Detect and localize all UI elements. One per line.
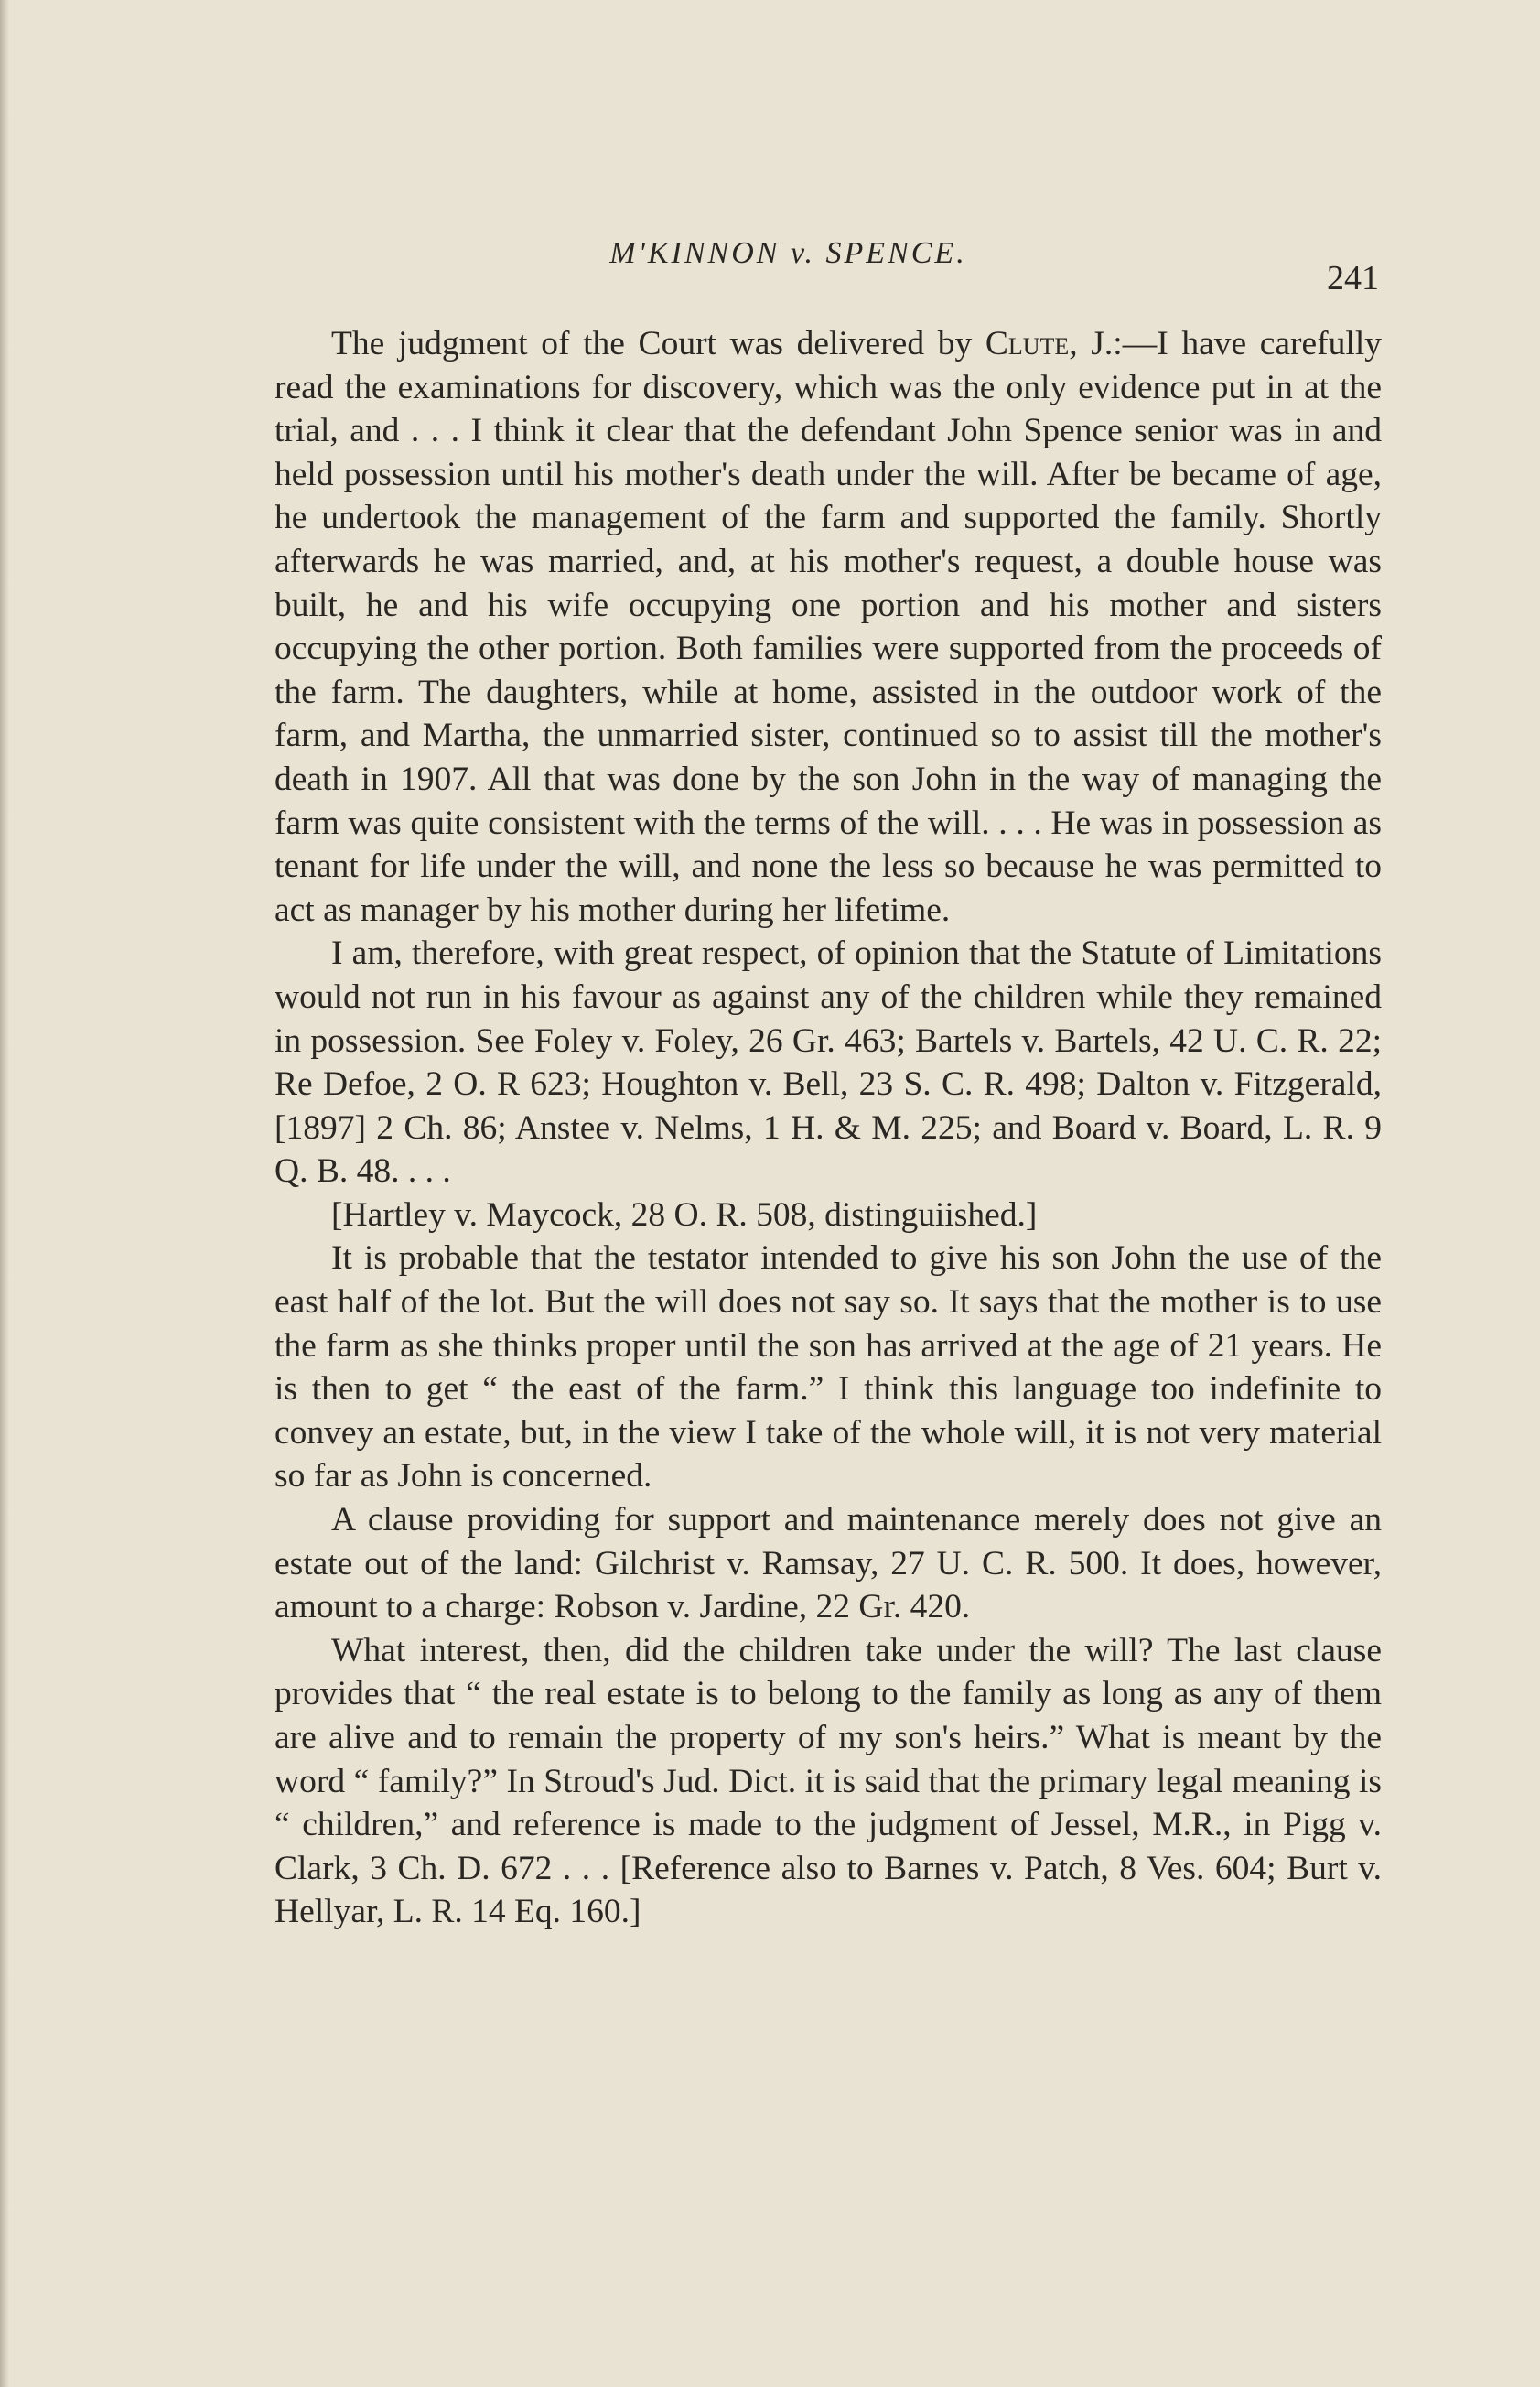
page-number: 241 bbox=[1327, 259, 1379, 297]
running-title: M'KINNON v. SPENCE. bbox=[609, 236, 967, 270]
page-edge-shadow bbox=[0, 0, 9, 2387]
paragraph-judgment-delivered bbox=[275, 322, 1382, 932]
paragraph-text: , J.:—I have carefully read the examinations for discovery, which was the only evidence put in at the trial, and . . . I think it clear that the defendant John Spence senior was in and held possession until his mother's death under the will. After be became of age, he undertook the management of the farm and supported the family. Shortly afterwards he was married, and, at his mother's request, a double house was built, he and his wife occupying one portion and his mother and sisters occupying the other portion. Both families were supported from the proceeds of the farm. The daughters, while at home, assisted in the outdoor work of the farm, and Martha, the unmarried sister, continued so to assist till the mother's death in 1907. All that was done by the son John in the way of managing the farm was quite consistent with the terms of the will. . . . He was in possession as tenant for life under the will, and none the less so because he was permitted to act as manager by his mother during her lifetime. bbox=[275, 325, 1382, 929]
paragraph-testator-intent: It is probable that the testator intended to give his son John the use of the east half of the lot. But the will does not say so. It says that the mother is to use the farm as she thinks proper until the son has arrived at the age of 21 years. He is then to get “ the east of the farm.” I think this language too indefinite to convey an estate, but, in the view I take of the whole will, it is not very material so far as John is concerned. bbox=[275, 1239, 1382, 1496]
judgment-text bbox=[275, 322, 1382, 1934]
paragraph-statute-of-limitations: I am, therefore, with great respect, of opinion that the Statute of Limitations would not run in his favour as against any of the children while they remained in possession. See Foley v. Foley, 26 Gr. 463; Bartels v. Bartels, 42 U. C. R. 22; Re Defoe, 2 O. R 623; Houghton v. Bell, 23 S. C. R. 498; Dalton v. Fitzgerald, [1897] 2 Ch. 86; Anstee v. Nelms, 1 H. & M. 225; and Board v. Board, L. R. 9 Q. B. 48. . . . bbox=[275, 934, 1382, 1191]
paragraph-distinguished-case: [Hartley v. Maycock, 28 O. R. 508, distinguiished.] bbox=[331, 1195, 1038, 1234]
paragraph-support-clause: A clause providing for support and maintenance merely does not give an estate out of the land: Gilchrist v. Ramsay, 27 U. C. R. 500. It does, however, amount to a charge: Robson v. Jardine, 22 Gr. 420. bbox=[275, 1501, 1382, 1626]
running-head bbox=[0, 236, 1540, 271]
judge-name: Clute bbox=[985, 325, 1070, 362]
paragraph-text: The judgment of the Court was delivered by bbox=[331, 325, 985, 362]
paragraph-children-interest: What interest, then, did the children take under the will? The last clause provides that “ the real estate is to belong to the family as long as any of them are alive and to remain the property of my son's heirs.” What is meant by the word “ family?” In Stroud's Jud. Dict. it is said that the primary legal meaning is “ children,” and reference is made to the judgment of Jessel, M.R., in Pigg v. Clark, 3 Ch. D. 672 . . . [Reference also to Barnes v. Patch, 8 Ves. 604; Burt v. Hellyar, L. R. 14 Eq. 160.] bbox=[275, 1631, 1382, 1931]
